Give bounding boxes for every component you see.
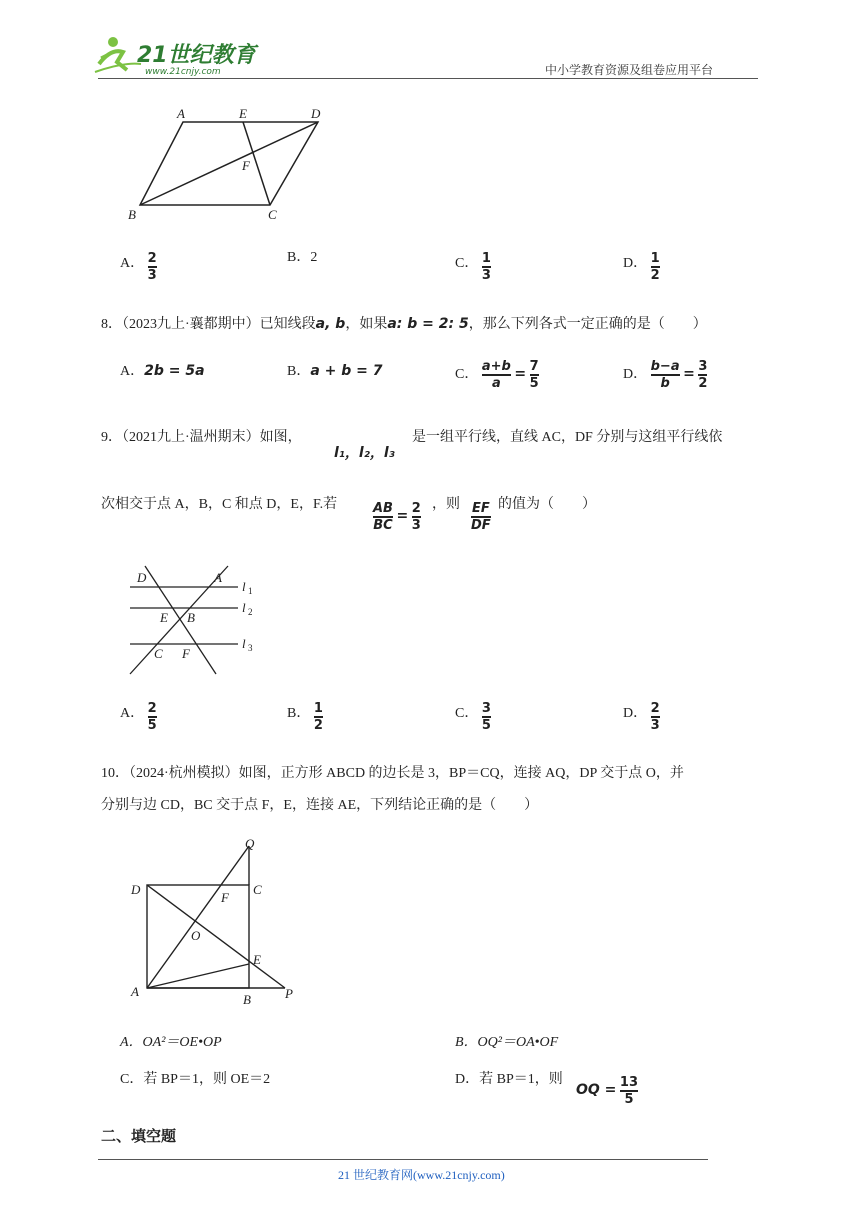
svg-text:1: 1: [248, 586, 253, 596]
section-title-fill-blank: 二、填空题: [101, 1127, 177, 1145]
q9-stem-line2-a: 次相交于点 A，B，C 和点 D，E，F.若: [101, 497, 338, 512]
q10-option-d-formula: OQ = $\frac{13}{5}$: [576, 1075, 639, 1107]
q9-stem-line1-a: 9．（2021九上·温州期末）如图，: [101, 430, 302, 445]
q9-stem-line2-b: ，则: [432, 497, 460, 512]
q7-label-a: A: [177, 106, 185, 121]
q10-label-p: P: [285, 986, 293, 1001]
q9-label-d: D: [137, 570, 147, 585]
q7-option-b[interactable]: B．2: [287, 250, 318, 265]
q8-option-a[interactable]: A．2b = 5a: [120, 363, 205, 379]
q7-option-a[interactable]: A． $\frac{2}{3}$: [120, 251, 157, 283]
q7-label-d: D: [311, 106, 321, 121]
q9-label-e: E: [160, 610, 168, 625]
q9-lines-symbol: l₁，l₂，l₃: [334, 445, 395, 461]
q7-label-e: E: [239, 106, 247, 121]
q7-label-b: B: [128, 207, 136, 222]
q10-label-q: Q: [245, 836, 255, 851]
q9-label-c: C: [154, 646, 163, 661]
q10-label-b: B: [243, 992, 251, 1007]
q9-label-b: B: [187, 610, 195, 625]
q9-option-c[interactable]: C． $\frac{3}{5}$: [455, 701, 491, 733]
q9-ask-formula: $\frac{EF}{DF}$: [471, 501, 491, 533]
header-divider: [98, 78, 758, 79]
site-logo: [93, 34, 263, 80]
footer-divider: [98, 1159, 708, 1160]
header-platform-text: 中小学教育资源及组卷应用平台: [545, 63, 714, 77]
svg-text:www.21cnjy.com: www.21cnjy.com: [145, 67, 221, 77]
q10-option-c[interactable]: C．若 BP＝1，则 OE＝2: [120, 1072, 271, 1087]
q9-label-a: A: [214, 570, 222, 585]
q9-label-l3: l: [242, 636, 246, 651]
q9-stem-line2-c: 的值为（ ）: [498, 497, 596, 512]
q8-option-c[interactable]: C． $\frac{a+b}{a}$ = $\frac{7}{5}$: [455, 359, 539, 391]
q7-label-f: F: [242, 158, 250, 173]
q10-label-a: A: [131, 984, 139, 999]
q7-option-d[interactable]: D． $\frac{1}{2}$: [623, 251, 660, 283]
q10-option-d[interactable]: D．若 BP＝1，则: [455, 1072, 563, 1087]
svg-text:3: 3: [248, 643, 253, 653]
q10-stem-line1: 10．（2024·杭州模拟）如图，正方形 ABCD 的边长是 3，BP＝CQ，连接 AQ，DP 交于点 O，并: [101, 766, 684, 781]
q9-label-l2: l: [242, 600, 246, 615]
q9-label-l1: l: [242, 579, 246, 594]
q8-stem: 8．（2023九上·襄都期中）已知线段a, b，如果a: b = 2: 5，那么下列各式一定正确的是（ ）: [101, 316, 707, 332]
svg-text:21世纪教育: 21世纪教育: [137, 43, 256, 68]
q9-option-b[interactable]: B． $\frac{1}{2}$: [287, 701, 323, 733]
q9-stem-line1-b: 是一组平行线，直线 AC，DF 分别与这组平行线依: [412, 430, 723, 445]
q9-option-d[interactable]: D． $\frac{2}{3}$: [623, 701, 660, 733]
q7-option-c[interactable]: C． $\frac{1}{3}$: [455, 251, 491, 283]
q10-option-a[interactable]: A．OA²＝OE•OP: [120, 1035, 222, 1050]
q10-label-o: O: [191, 928, 201, 943]
q10-label-d: D: [131, 882, 141, 897]
q8-option-b[interactable]: B．a + b = 7: [287, 363, 383, 379]
q10-label-f: F: [221, 890, 229, 905]
q7-parallelogram-figure: [120, 100, 350, 225]
q9-condition-formula: $\frac{AB}{BC}$ = $\frac{2}{3}$: [373, 501, 421, 533]
q8-option-d[interactable]: D． $\frac{b-a}{b}$ = $\frac{3}{2}$: [623, 359, 708, 391]
q10-label-e: E: [253, 952, 261, 967]
svg-text:2: 2: [248, 607, 253, 617]
q7-label-c: C: [268, 207, 277, 222]
q10-option-b[interactable]: B．OQ²＝OA•OF: [455, 1035, 559, 1050]
q10-label-c: C: [253, 882, 262, 897]
q10-stem-line2: 分别与边 CD，BC 交于点 F，E，连接 AE，下列结论正确的是（ ）: [101, 798, 539, 813]
q9-option-a[interactable]: A． $\frac{2}{5}$: [120, 701, 157, 733]
q9-parallel-lines-figure: [120, 560, 270, 680]
q10-square-figure: [125, 832, 315, 1012]
footer-link[interactable]: 21 世纪教育网(www.21cnjy.com): [338, 1168, 505, 1182]
q9-label-f: F: [182, 646, 190, 661]
